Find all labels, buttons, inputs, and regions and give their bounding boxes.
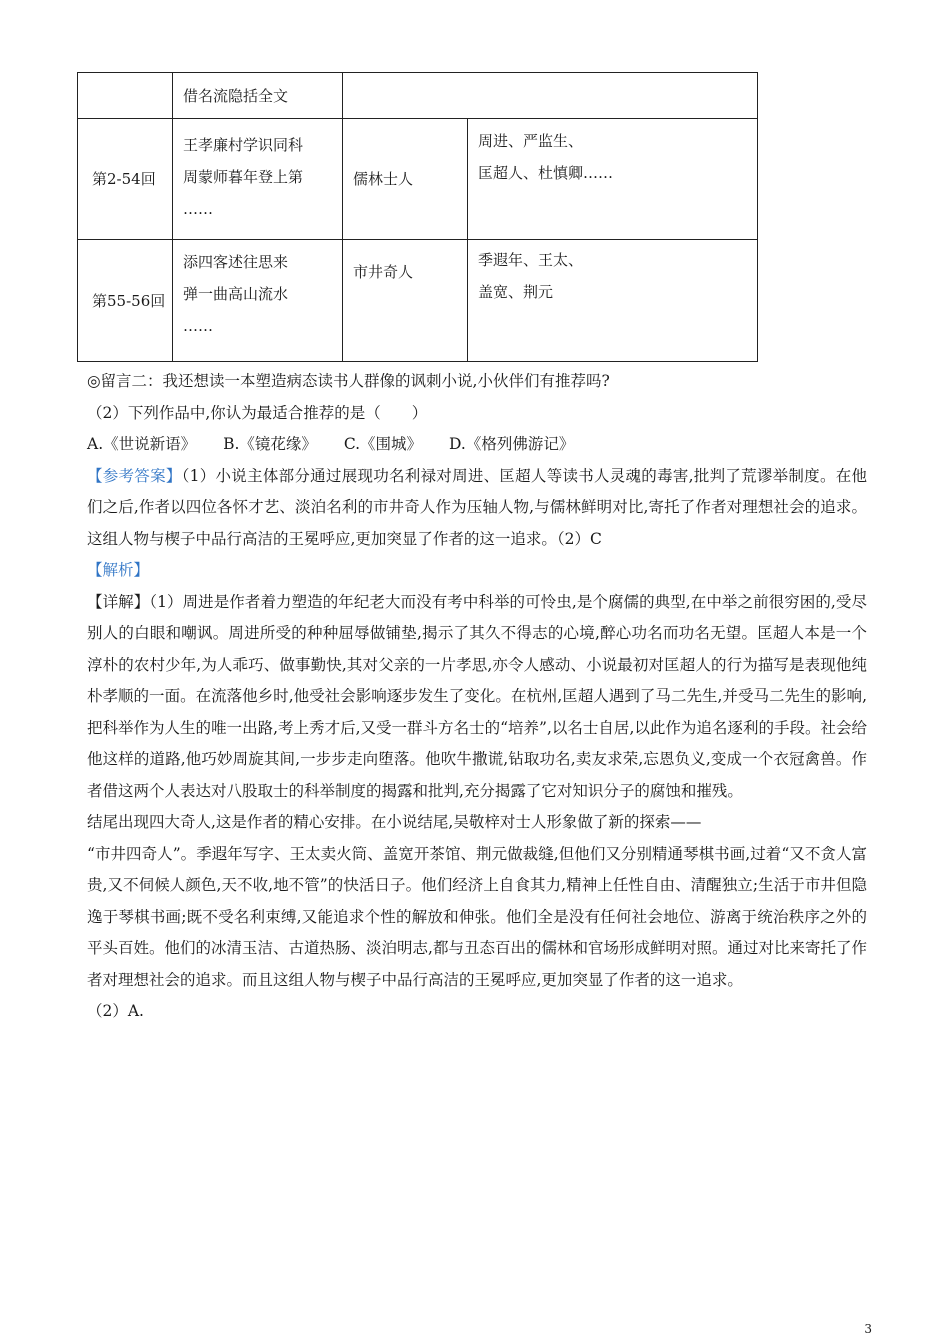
category-cell: 市井奇人 (343, 240, 468, 362)
choice-c: C.《围城》 (343, 435, 423, 453)
page-number: 3 (864, 1322, 872, 1336)
chapter-cell: 第55-56回 (78, 240, 173, 362)
titles-cell: 添四客述往思来 弹一曲高山流水 …… (173, 240, 343, 362)
answer-text: （1）小说主体部分通过展现功名利禄对周进、匡超人等读书人灵魂的毒害,批判了荒谬举制度。在他们之后,作者以四位各怀才艺、淡泊名利的市井奇人作为压轴人物,与儒林鲜明对比,寄托了作者对理想社会的追求。这组人物与楔子中品行高洁的王冕呼应,更加突显了作者的这一追求。（2）C (87, 466, 867, 548)
chapter-cell: 第2-54回 (78, 119, 173, 240)
answer-two: （2）A. (87, 1002, 144, 1020)
paragraph-line: 结尾出现四大奇人,这是作者的精心安排。在小说结尾,吴敬梓对士人形象做了新的探索—— (87, 813, 702, 831)
table-row (78, 240, 758, 362)
titles-cell: 王孝廉村学识同科 周蒙师暮年登上第 …… (173, 119, 343, 240)
analysis-label: 【解析】 (87, 561, 150, 579)
titles-cell: 借名流隐括全文 (173, 73, 343, 119)
chapter-cell (78, 73, 173, 119)
people-cell: 季遐年、王太、 盖宽、荆元 (468, 240, 758, 362)
empty-cell (343, 73, 758, 119)
category-cell: 儒林士人 (343, 119, 468, 240)
detail-text: （1）周进是作者着力塑造的年纪老大而没有考中科举的可怜虫,是个腐儒的典型,在中举之前很穷困的,受尽别人的白眼和嘲讽。周进所受的种种屈辱做铺垫,揭示了其久不得志的心境,醉心功名而功名无望。匡超人本是一个淳朴的农村少年,为人乖巧、做事勤快,其对父亲的一片孝思,亦令人感动、小说最初对匡超人的行为描写是表现他纯朴孝顺的一面。在流落他乡时,他受社会影响逐步发生了变化。在杭州,匡超人遇到了马二先生,并受马二先生的影响,把科举作为人生的唯一出路,考上秀才后,又受一群斗方名士的“培养”,以名士自居,以此作为追名逐利的手段。社会给他这样的道路,他巧妙周旋其间,一步步走向堕落。他吹牛撒谎,钻取功名,卖友求荣,忘恩负义,变成一个衣冠禽兽。作者借这两个人表达对八股取士的科举制度的揭露和批判,充分揭露了它对知识分子的腐蚀和摧残。 (87, 592, 867, 800)
question-two: （2）下列作品中,你认为最适合推荐的是（ ） (87, 403, 428, 422)
novel-structure-table (77, 72, 758, 362)
choice-a: A.《世说新语》 (87, 435, 197, 453)
choice-d: D.《格列佛游记》 (449, 435, 575, 453)
answer-body (87, 366, 867, 1028)
answer-label: 【参考答案】 (87, 466, 182, 485)
table-row (78, 119, 758, 240)
table-row (78, 73, 758, 119)
choice-b: B.《镜花缘》 (223, 435, 317, 453)
paragraph: “市井四奇人”。季遐年写字、王太卖火筒、盖宽开茶馆、荆元做裁缝,但他们又分别精通琴棋书画,过着“又不贪人富贵,又不伺候人颜色,天不收,地不管”的快活日子。他们经济上自食其力,精神上任性自由、清醒独立;生活于市井但隐逸于琴棋书画;既不受名利束缚,又能追求个性的解放和伸张。他们全是没有任何社会地位、游离于统治秩序之外的平头百姓。他们的冰清玉洁、古道热肠、淡泊明志,都与丑态百出的儒林和官场形成鲜明对照。通过对比来寄托了作者对理想社会的追求。而且这组人物与楔子中品行高洁的王冕呼应,更加突显了作者的这一追求。 (87, 844, 867, 989)
detail-label: 【详解】 (87, 592, 150, 611)
detail-paragraph (87, 587, 867, 808)
reference-answer (87, 461, 867, 556)
people-cell: 周进、严监生、 匡超人、杜慎卿…… (468, 119, 758, 240)
message-two: ◎留言二：我还想读一本塑造病态读书人群像的讽刺小说,小伙伴们有推荐吗? (87, 372, 610, 390)
choice-list (87, 429, 867, 461)
